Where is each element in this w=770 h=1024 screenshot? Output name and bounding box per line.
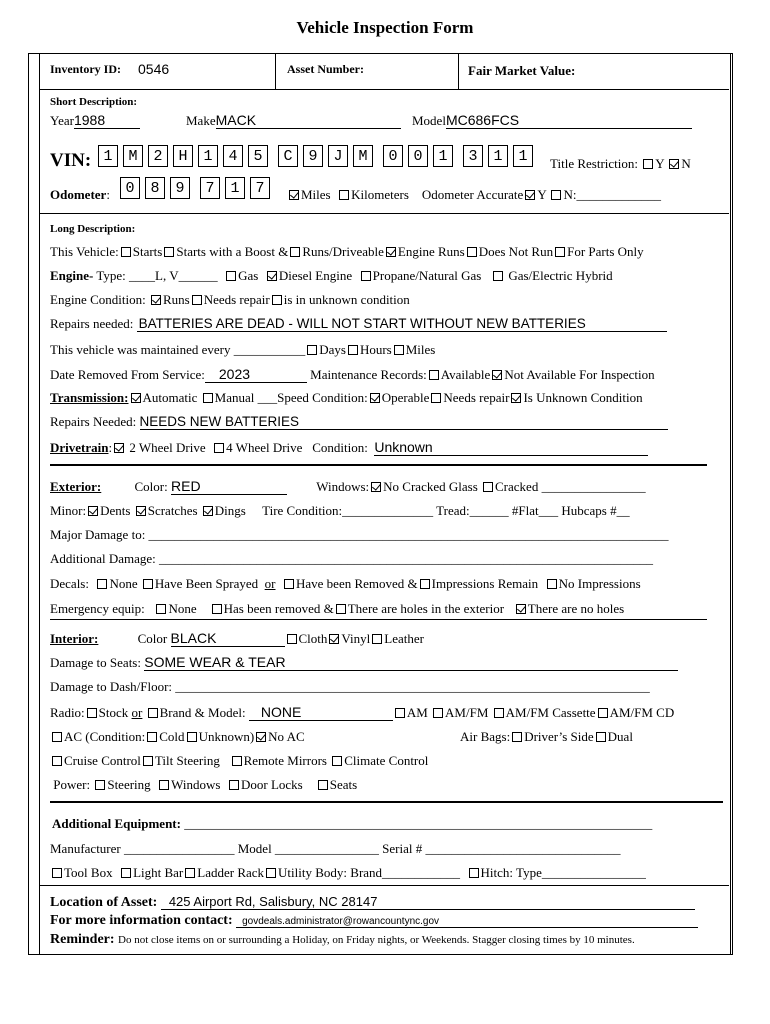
location-label: Location of Asset:: [50, 895, 158, 910]
cassette-checkbox[interactable]: [494, 708, 504, 718]
windows-label: Windows:: [316, 479, 370, 494]
gas-checkbox[interactable]: [226, 271, 236, 281]
parts-only-label: For Parts Only: [567, 244, 644, 259]
contact-label: For more information contact:: [50, 913, 233, 928]
vin-char-box[interactable]: H: [173, 145, 193, 167]
engine-needs-repair-checkbox[interactable]: [192, 295, 202, 305]
dual-label: Dual: [607, 729, 633, 744]
lightbar-checkbox[interactable]: [121, 868, 131, 878]
radio-or: or: [131, 705, 143, 720]
vin-char-box[interactable]: M: [353, 145, 373, 167]
boost-checkbox[interactable]: [164, 247, 174, 257]
additional-equipment-label: Additional Equipment:: [52, 816, 181, 831]
long-description-label: Long Description:: [50, 223, 136, 235]
no-ac-checkbox[interactable]: [256, 732, 266, 742]
decals-none-checkbox[interactable]: [97, 579, 107, 589]
records-available-checkbox[interactable]: [429, 370, 439, 380]
vin-char-box[interactable]: C: [278, 145, 298, 167]
no-cracked-glass-checkbox[interactable]: [371, 482, 381, 492]
title-restriction-y-label: Y: [655, 156, 665, 171]
vin-char-box[interactable]: 4: [223, 145, 243, 167]
interior-color-label: Color: [137, 631, 168, 646]
hybrid-label: Gas/Electric Hybrid: [508, 268, 613, 283]
model-label: Model: [412, 113, 446, 128]
brand-model-checkbox[interactable]: [148, 708, 158, 718]
no-impressions-label: No Impressions: [558, 576, 641, 591]
scratches-checkbox[interactable]: [136, 506, 146, 516]
odometer-label: Odometer:: [50, 187, 110, 202]
engine-unknown-checkbox[interactable]: [272, 295, 282, 305]
brand-model-value[interactable]: NONE: [249, 704, 393, 721]
reminder-row: [50, 932, 635, 948]
miles-maint-label: Miles: [405, 342, 436, 357]
sprayed-label: Have Been Sprayed: [154, 576, 259, 591]
drivetrain-label: Drivetrain: [50, 440, 109, 455]
interior-row: [50, 630, 424, 647]
no-cracked-glass-label: No Cracked Glass: [383, 479, 478, 494]
dings-label: Dings: [214, 503, 246, 518]
interior-color-value[interactable]: BLACK: [171, 630, 285, 647]
exterior-color-value[interactable]: RED: [171, 478, 287, 495]
engine-label: Engine-: [50, 268, 94, 283]
drivetrain-condition-value[interactable]: Unknown: [374, 439, 648, 456]
make-value[interactable]: MACK: [216, 112, 401, 129]
dents-checkbox[interactable]: [88, 506, 98, 516]
repairs-needed-2-value[interactable]: NEEDS NEW BATTERIES: [140, 414, 668, 430]
no-impressions-checkbox[interactable]: [547, 579, 557, 589]
manual-label: Manual ___Speed Condition:: [214, 390, 368, 405]
trans-unknown-checkbox[interactable]: [511, 393, 521, 403]
4wd-checkbox[interactable]: [214, 443, 224, 453]
miles-maint-checkbox[interactable]: [394, 345, 404, 355]
kilometers-checkbox[interactable]: [339, 190, 349, 200]
parts-only-checkbox[interactable]: [555, 247, 565, 257]
vin-char-box[interactable]: 2: [148, 145, 168, 167]
make-label: Make: [186, 113, 216, 128]
radio-label: Radio:: [50, 705, 85, 720]
vin-char-box[interactable]: 1: [513, 145, 533, 167]
climate-checkbox[interactable]: [332, 756, 342, 766]
impressions-label: Impressions Remain: [431, 576, 539, 591]
mirrors-checkbox[interactable]: [232, 756, 242, 766]
leather-checkbox[interactable]: [372, 634, 382, 644]
repairs-needed-value[interactable]: BATTERIES ARE DEAD - WILL NOT START WITHOUT NEW BATTERIES: [137, 316, 667, 332]
maintenance-row: [50, 342, 435, 358]
vin-char-box[interactable]: J: [328, 145, 348, 167]
driver-side-label: Driver’s Side: [524, 729, 594, 744]
title-restriction: [550, 156, 691, 172]
engine-type: Type: ____L, V______: [93, 268, 218, 283]
cruise-label: Cruise Control: [64, 753, 141, 768]
odometer-accurate-y-checkbox[interactable]: [525, 190, 535, 200]
hybrid-checkbox[interactable]: [493, 271, 503, 281]
exterior-row: [50, 478, 646, 495]
contact-value[interactable]: govdeals.administrator@rowancountync.gov: [236, 916, 698, 928]
ac-checkbox[interactable]: [52, 732, 62, 742]
sprayed-checkbox[interactable]: [143, 579, 153, 589]
mirrors-label: Remote Mirrors: [243, 753, 327, 768]
power-windows-checkbox[interactable]: [159, 780, 169, 790]
cold-label: Cold: [159, 729, 185, 744]
odometer-accurate-n-label: N:_____________: [563, 187, 661, 202]
title-restriction-y-checkbox[interactable]: [643, 159, 653, 169]
removed-label: Have been Removed &: [296, 576, 418, 591]
asset-number-label: Asset Number:: [287, 62, 364, 76]
repairs-needed-row: [50, 316, 667, 332]
cd-checkbox[interactable]: [598, 708, 608, 718]
cassette-label: AM/FM Cassette: [505, 705, 596, 720]
climate-label: Climate Control: [344, 753, 429, 768]
manufacturer-row: Manufacturer _________________ Model ________________ Serial # ______________________________: [50, 841, 621, 856]
dash-damage: Damage to Dash/Floor: _________________________________________________________________________: [50, 679, 650, 694]
engine-runs-checkbox[interactable]: [386, 247, 396, 257]
removed-checkbox[interactable]: [284, 579, 294, 589]
no-holes-checkbox[interactable]: [516, 604, 526, 614]
am-checkbox[interactable]: [395, 708, 405, 718]
cracked-checkbox[interactable]: [483, 482, 493, 492]
operable-checkbox[interactable]: [370, 393, 380, 403]
holes-label: There are holes in the exterior: [347, 601, 505, 616]
runs-driveable-label: Runs/Driveable: [302, 244, 384, 259]
ac-unknown-label: Unknown): [198, 729, 255, 744]
brand-model-label: Brand & Model:: [159, 705, 246, 720]
additional-equipment-row: [52, 816, 652, 832]
emergency-none-label: None: [168, 601, 197, 616]
drivetrain-condition-label: Condition:: [312, 440, 368, 455]
emergency-none-checkbox[interactable]: [156, 604, 166, 614]
cold-checkbox[interactable]: [147, 732, 157, 742]
odometer-digit-box[interactable]: 7: [200, 177, 220, 199]
ac-row: [50, 729, 305, 745]
runs-driveable-checkbox[interactable]: [290, 247, 300, 257]
odometer-accurate-n-checkbox[interactable]: [551, 190, 561, 200]
vin-char-box[interactable]: 3: [463, 145, 483, 167]
decals-row: [50, 576, 641, 592]
tilt-label: Tilt Steering: [154, 753, 220, 768]
utility-checkbox[interactable]: [266, 868, 276, 878]
major-damage: Major Damage to: ________________________________________________________________________________: [50, 527, 669, 542]
inventory-value[interactable]: 0546: [138, 61, 170, 77]
cruise-row: [50, 753, 428, 769]
dents-label: Dents: [100, 503, 131, 518]
odometer-options: [287, 187, 661, 203]
impressions-checkbox[interactable]: [420, 579, 430, 589]
holes-checkbox[interactable]: [336, 604, 346, 614]
amfm-checkbox[interactable]: [433, 708, 443, 718]
does-not-run-label: Does Not Run: [478, 244, 554, 259]
ladder-label: Ladder Rack: [197, 865, 265, 880]
tilt-checkbox[interactable]: [143, 756, 153, 766]
no-ac-label: No AC: [268, 729, 305, 744]
vin-char-box[interactable]: M: [123, 145, 143, 167]
manual-checkbox[interactable]: [203, 393, 213, 403]
miles-checkbox[interactable]: [289, 190, 299, 200]
minor-row: [50, 503, 630, 519]
repairs-needed-2-row: [50, 414, 668, 430]
propane-checkbox[interactable]: [361, 271, 371, 281]
engine-runs-cond-label: Runs: [162, 292, 190, 307]
power-steering-label: Steering: [107, 777, 151, 792]
trans-unknown-label: Is Unknown Condition: [523, 390, 643, 405]
vin-char-box[interactable]: 0: [383, 145, 403, 167]
year-row: [50, 112, 140, 129]
trans-needs-repair-checkbox[interactable]: [431, 393, 441, 403]
odometer-accurate-label: Odometer Accurate: [421, 187, 524, 202]
power-steering-checkbox[interactable]: [95, 780, 105, 790]
repairs-needed-2-label: Repairs Needed:: [50, 414, 137, 429]
radio-row: [50, 704, 674, 721]
scratches-label: Scratches: [147, 503, 198, 518]
engine-runs-label: Engine Runs: [397, 244, 465, 259]
days-label: Days: [319, 342, 346, 357]
additional-damage: Additional Damage: ____________________________________________________________________________: [50, 551, 654, 566]
dual-checkbox[interactable]: [596, 732, 606, 742]
hitch-checkbox[interactable]: [469, 868, 479, 878]
drivetrain-row: Drivetrain: 2 Wheel Drive 4 Wheel Drive Condition: Unknown: [50, 439, 648, 456]
door-locks-label: Door Locks: [240, 777, 303, 792]
minor-label: Minor:: [50, 503, 87, 518]
odometer-digit-box[interactable]: 7: [250, 177, 270, 199]
hours-checkbox[interactable]: [348, 345, 358, 355]
miles-label: Miles: [301, 187, 331, 202]
toolbox-label: Tool Box: [64, 865, 113, 880]
odometer-digit-box[interactable]: 1: [225, 177, 245, 199]
airbags-row: [460, 729, 633, 745]
odometer-digit-box[interactable]: 8: [145, 177, 165, 199]
driver-side-checkbox[interactable]: [512, 732, 522, 742]
decals-or: or: [264, 576, 276, 591]
lightbar-label: Light Bar: [133, 865, 184, 880]
maintenance-records-label: Maintenance Records:: [310, 367, 427, 382]
stock-checkbox[interactable]: [87, 708, 97, 718]
vin-char-box[interactable]: 9: [303, 145, 323, 167]
decals-none-label: None: [109, 576, 138, 591]
cruise-checkbox[interactable]: [52, 756, 62, 766]
location-value[interactable]: 425 Airport Rd, Salisbury, NC 28147: [161, 894, 695, 910]
engine-condition-row: [50, 292, 410, 308]
power-seats-label: Seats: [329, 777, 358, 792]
year-label: Year: [50, 113, 74, 128]
hours-label: Hours: [359, 342, 392, 357]
interior-label: Interior:: [50, 631, 99, 646]
automatic-checkbox[interactable]: [131, 393, 141, 403]
engine-row: [50, 268, 613, 284]
cloth-label: Cloth: [298, 631, 328, 646]
date-removed-row: [50, 366, 655, 383]
am-label: AM: [406, 705, 428, 720]
power-windows-label: Windows: [171, 777, 221, 792]
engine-condition-label: Engine Condition:: [50, 292, 146, 307]
vin-char-box[interactable]: 5: [248, 145, 268, 167]
automatic-label: Automatic: [142, 390, 198, 405]
vinyl-label: Vinyl: [341, 631, 371, 646]
dings-checkbox[interactable]: [203, 506, 213, 516]
year-value[interactable]: 1988: [74, 112, 140, 129]
2wd-checkbox[interactable]: [114, 443, 124, 453]
has-removed-label: Has been removed &: [223, 601, 334, 616]
exterior-label: Exterior:: [50, 479, 102, 494]
vin-char-box[interactable]: 1: [433, 145, 453, 167]
fair-market-value-label: Fair Market Value:: [468, 63, 576, 78]
form-title: Vehicle Inspection Form: [296, 18, 474, 37]
has-removed-checkbox[interactable]: [212, 604, 222, 614]
power-row: [50, 777, 357, 793]
diesel-label: Diesel Engine: [278, 268, 353, 283]
odometer-digit-box[interactable]: 9: [170, 177, 190, 199]
cloth-checkbox[interactable]: [287, 634, 297, 644]
gas-label: Gas: [238, 268, 259, 283]
location-row: [50, 894, 695, 911]
seats-damage-value[interactable]: SOME WEAR & TEAR: [144, 654, 678, 671]
ladder-checkbox[interactable]: [185, 868, 195, 878]
days-checkbox[interactable]: [307, 345, 317, 355]
exterior-color-label: Color:: [134, 479, 168, 494]
odometer-digit-box[interactable]: 0: [120, 177, 140, 199]
kilometers-label: Kilometers: [351, 187, 409, 202]
propane-label: Propane/Natural Gas: [372, 268, 482, 283]
decals-label: Decals:: [50, 576, 89, 591]
model-row: [412, 112, 692, 129]
model-value[interactable]: MC686FCS: [446, 112, 692, 129]
seats-row: [50, 654, 678, 671]
equipment-options-row: [50, 865, 646, 881]
inventory-label: Inventory ID:: [50, 62, 121, 76]
repairs-needed-label: Repairs needed:: [50, 316, 134, 331]
vin-char-box[interactable]: 1: [198, 145, 218, 167]
title-restriction-n-checkbox[interactable]: [669, 159, 679, 169]
vin-label: VIN:: [50, 150, 92, 171]
make-row: [186, 112, 401, 129]
hitch-label: Hitch: Type________________: [480, 865, 646, 880]
tire-condition: Tire Condition:______________ Tread:______ #Flat___ Hubcaps #__: [262, 503, 630, 518]
toolbox-checkbox[interactable]: [52, 868, 62, 878]
starts-checkbox[interactable]: [121, 247, 131, 257]
transmission-row: [50, 390, 643, 406]
vin-char-box[interactable]: 1: [488, 145, 508, 167]
amfm-label: AM/FM: [445, 705, 489, 720]
additional-equipment-line: ________________________________________________________________________: [180, 816, 653, 831]
utility-label: Utility Body: Brand____________: [278, 865, 461, 880]
ac-unknown-checkbox[interactable]: [187, 732, 197, 742]
cracked-label: Cracked ________________: [495, 479, 646, 494]
date-removed-value[interactable]: 2023: [205, 366, 307, 383]
records-not-available-label: Not Available For Inspection: [504, 367, 655, 382]
this-vehicle-row: [50, 244, 644, 260]
starts-label: Starts: [132, 244, 163, 259]
date-removed-label: Date Removed From Service:: [50, 367, 205, 382]
no-holes-label: There are no holes: [527, 601, 625, 616]
records-not-available-checkbox[interactable]: [492, 370, 502, 380]
short-description-label: Short Description:: [50, 96, 138, 108]
vin-char-box[interactable]: 0: [408, 145, 428, 167]
emergency-label: Emergency equip:: [50, 601, 145, 616]
vinyl-checkbox[interactable]: [329, 634, 339, 644]
operable-label: Operable: [381, 390, 430, 405]
diesel-checkbox[interactable]: [267, 271, 277, 281]
boost-label: Starts with a Boost &: [176, 244, 289, 259]
reminder-label: Reminder:: [50, 932, 115, 947]
door-locks-checkbox[interactable]: [229, 780, 239, 790]
this-vehicle-label: This Vehicle:: [50, 244, 119, 259]
maintained-label: This vehicle was maintained every ___________: [50, 342, 306, 357]
title-restriction-label: Title Restriction:: [550, 156, 638, 171]
leather-label: Leather: [384, 631, 424, 646]
engine-runs-cond-checkbox[interactable]: [151, 295, 161, 305]
ac-label: AC (Condition:: [64, 729, 146, 744]
odometer-accurate-y-label: Y: [537, 187, 547, 202]
contact-row: [50, 913, 698, 929]
power-seats-checkbox[interactable]: [318, 780, 328, 790]
seats-damage-label: Damage to Seats:: [50, 655, 141, 670]
airbags-label: Air Bags:: [460, 729, 511, 744]
records-available-label: Available: [440, 367, 491, 382]
reminder-text: Do not close items on or surrounding a Holiday, on Friday nights, or Weekends. Stagger closing times by 10 minutes.: [118, 934, 635, 946]
emergency-row: [50, 601, 624, 617]
trans-needs-repair-label: Needs repair: [443, 390, 510, 405]
vin-char-box[interactable]: 1: [98, 145, 118, 167]
power-label: Power:: [53, 777, 91, 792]
4wd-label: 4 Wheel Drive: [226, 440, 303, 455]
does-not-run-checkbox[interactable]: [467, 247, 477, 257]
title-restriction-n-label: N: [681, 156, 691, 171]
cd-label: AM/FM CD: [609, 705, 675, 720]
stock-label: Stock: [98, 705, 129, 720]
2wd-label: 2 Wheel Drive: [129, 440, 206, 455]
engine-needs-repair-label: Needs repair: [203, 292, 270, 307]
engine-unknown-label: is in unknown condition: [283, 292, 410, 307]
transmission-label: Transmission:: [50, 390, 129, 405]
